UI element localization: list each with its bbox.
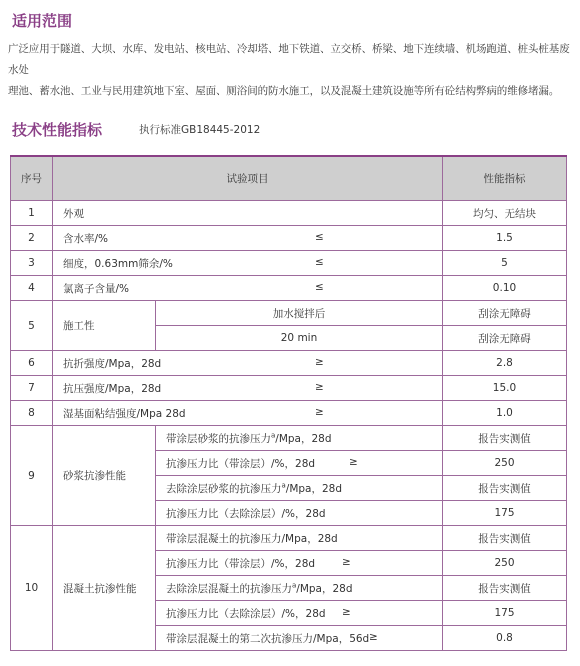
row-no: 10 [11, 526, 53, 651]
row-subitem: 20 min [156, 326, 443, 351]
standard-code: 执行标准GB18445-2012 [139, 124, 261, 136]
row-subitem [156, 476, 443, 501]
row-subitem-cell [156, 451, 443, 476]
row-value: 报告实测值 [443, 426, 567, 451]
row-subitem-cell [156, 626, 443, 651]
row-subitem [156, 576, 443, 601]
row-no: 9 [11, 426, 53, 526]
row-subitem: 抗渗压力比（去除涂层）/%，28d [156, 501, 443, 526]
superscript-note: a [271, 431, 276, 439]
row-operator: ≤ [315, 281, 324, 293]
table-row [11, 276, 567, 301]
subitem-text: 去除涂层砂浆的抗渗压力 [166, 482, 282, 495]
table-row [11, 201, 567, 226]
tech-spec-heading: 技术性能指标 [12, 121, 103, 139]
row-no: 1 [11, 201, 53, 226]
row-value: 刮涂无障碍 [443, 326, 567, 351]
row-operator: ≥ [342, 556, 351, 568]
row-item: 抗压强度/Mpa，28d [63, 382, 162, 395]
row-no: 4 [11, 276, 53, 301]
row-subitem: 加水搅拌后 [156, 301, 443, 326]
row-operator: ≥ [315, 356, 324, 368]
superscript-note: a [292, 581, 297, 589]
row-item: 细度，0.63mm筛余/% [63, 257, 173, 270]
scope-description-line-2: 理池、蓄水池、工业与民用建筑地下室、屋面、厕浴间的防水施工，以及混凝土建筑设施等所有砼结构弊病的维修堵漏。 [8, 85, 560, 97]
row-item-cell [53, 401, 443, 426]
subitem-unit: /Mpa，28d [285, 482, 343, 495]
row-value: 报告实测值 [443, 526, 567, 551]
row-operator: ≥ [342, 606, 351, 618]
scope-description [8, 39, 574, 102]
row-operator: ≥ [315, 381, 324, 393]
table-row [11, 376, 567, 401]
row-item: 含水率/% [63, 232, 109, 245]
row-no: 6 [11, 351, 53, 376]
row-value: 250 [443, 551, 567, 576]
table-row [11, 251, 567, 276]
subitem-unit: /Mpa，28d [275, 432, 332, 445]
table-row [11, 301, 567, 326]
row-item-cell [53, 376, 443, 401]
table-header-row [11, 156, 567, 201]
row-value: 报告实测值 [443, 476, 567, 501]
row-value: 1.5 [443, 226, 567, 251]
row-operator: ≤ [315, 231, 324, 243]
row-value: 1.0 [443, 401, 567, 426]
row-no: 2 [11, 226, 53, 251]
header-value: 性能指标 [443, 156, 567, 201]
table-row [11, 401, 567, 426]
superscript-note: a [281, 481, 286, 489]
subitem-text: 去除涂层混凝土的抗渗压力 [166, 582, 292, 595]
subitem-text: 带涂层砂浆的抗渗压力 [166, 432, 271, 445]
row-no: 5 [11, 301, 53, 351]
row-value: 175 [443, 601, 567, 626]
header-no: 序号 [11, 156, 53, 201]
row-no: 8 [11, 401, 53, 426]
row-value: 0.10 [443, 276, 567, 301]
row-no: 3 [11, 251, 53, 276]
row-operator: ≥ [315, 406, 324, 418]
header-item: 试验项目 [53, 156, 443, 201]
row-operator: ≥ [369, 631, 378, 643]
row-item: 湿基面粘结强度/Mpa 28d [63, 407, 186, 420]
row-subitem: 抗渗压力比（去除涂层）/%，28d [166, 607, 326, 620]
row-value: 5 [443, 251, 567, 276]
row-subitem: 抗渗压力比（带涂层）/%，28d [166, 457, 316, 470]
row-item: 外观 [53, 201, 443, 226]
row-no: 7 [11, 376, 53, 401]
row-subitem-cell [156, 601, 443, 626]
row-value: 250 [443, 451, 567, 476]
table-row [11, 226, 567, 251]
row-value: 报告实测值 [443, 576, 567, 601]
row-operator: ≤ [315, 256, 324, 268]
row-value: 0.8 [443, 626, 567, 651]
table-row [11, 526, 567, 551]
row-item: 砂浆抗渗性能 [53, 426, 156, 526]
row-value: 刮涂无障碍 [443, 301, 567, 326]
row-value: 2.8 [443, 351, 567, 376]
row-subitem: 带涂层混凝土的第二次抗渗压力/Mpa，56d [166, 632, 370, 645]
row-subitem: 带涂层混凝土的抗渗压力/Mpa，28d [156, 526, 443, 551]
subitem-unit: /Mpa，28d [296, 582, 353, 595]
row-item: 抗折强度/Mpa，28d [63, 357, 162, 370]
scope-description-line-1: 广泛应用于隧道、大坝、水库、发电站、核电站、冷却塔、地下铁道、立交桥、桥梁、地下连续墙、机场跑道、桩头桩基废水处 [8, 43, 570, 76]
row-value: 均匀、无结块 [443, 201, 567, 226]
row-item: 施工性 [53, 301, 156, 351]
scope-heading: 适用范围 [12, 12, 73, 30]
row-subitem: 抗渗压力比（带涂层）/%，28d [166, 557, 316, 570]
row-item-cell [53, 276, 443, 301]
row-value: 175 [443, 501, 567, 526]
row-item: 混凝土抗渗性能 [53, 526, 156, 651]
row-item-cell [53, 251, 443, 276]
spec-table [10, 155, 567, 651]
row-item-cell [53, 226, 443, 251]
table-row [11, 426, 567, 451]
row-item-cell [53, 351, 443, 376]
row-value: 15.0 [443, 376, 567, 401]
row-subitem [156, 426, 443, 451]
table-row [11, 351, 567, 376]
row-operator: ≥ [349, 456, 358, 468]
row-item: 氯离子含量/% [63, 282, 130, 295]
row-subitem-cell [156, 551, 443, 576]
